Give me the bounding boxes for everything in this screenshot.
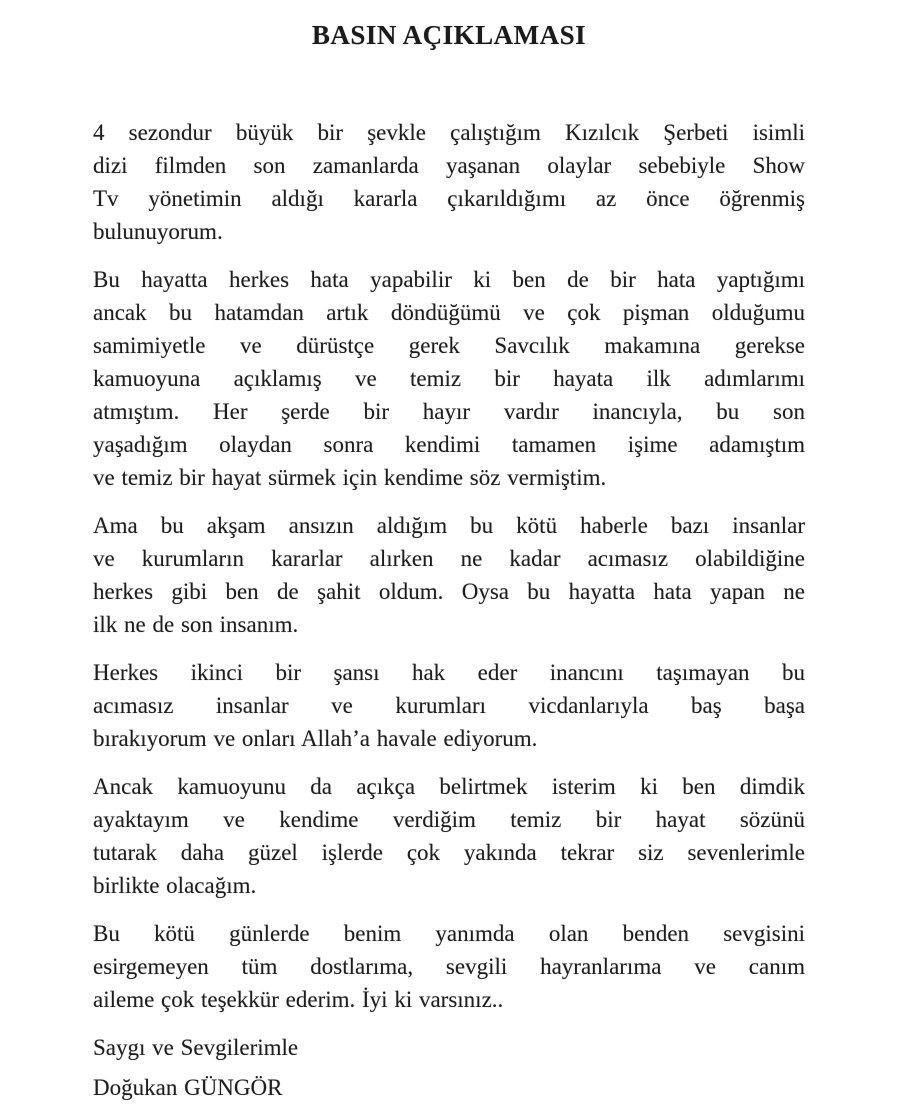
text-line: esirgemeyen tüm dostlarıma, sevgili hayranlarıma ve canım	[93, 954, 805, 979]
paragraph	[93, 917, 805, 1016]
text-line: acımasız insanlar ve kurumları vicdanlarıyla baş başa	[93, 693, 805, 718]
text-line: ayaktayım ve kendime verdiğim temiz bir hayat sözünü	[93, 807, 805, 832]
text-line: bırakıyorum ve onları Allah’a havale ediyorum.	[93, 726, 538, 751]
text-line: Herkes ikinci bir şansı hak eder inancını taşımayan bu	[93, 660, 805, 685]
text-line: samimiyetle ve dürüstçe gerek Savcılık makamına gerekse	[93, 333, 805, 358]
text-line: Ancak kamuoyunu da açıkça belirtmek isterim ki ben dimdik	[93, 774, 805, 799]
text-line: Saygı ve Sevgilerimle	[93, 1035, 299, 1060]
paragraph	[93, 656, 805, 755]
text-line: Bu hayatta herkes hata yapabilir ki ben de bir hata yaptığımı	[93, 267, 805, 292]
text-line: yaşadığım olaydan sonra kendimi tamamen işime adamıştım	[93, 432, 805, 457]
text-line: herkes gibi ben de şahit oldum. Oysa bu hayatta hata yapan ne	[93, 579, 805, 604]
text-line: atmıştım. Her şerde bir hayır vardır inancıyla, bu son	[93, 399, 805, 424]
text-line: Doğukan GÜNGÖR	[93, 1075, 283, 1100]
text-line: Bu kötü günlerde benim yanımda olan benden sevgisini	[93, 921, 805, 946]
text-line: aileme çok teşekkür ederim. İyi ki varsınız..	[93, 987, 504, 1012]
document-closing	[93, 1031, 805, 1104]
text-line: tutarak daha güzel işlerde çok yakında tekrar siz sevenlerimle	[93, 840, 805, 865]
text-line: Tv yönetimin aldığı kararla çıkarıldığımı az önce öğrenmiş	[93, 186, 805, 211]
text-line: ve kurumların kararlar alırken ne kadar acımasız olabildiğine	[93, 546, 805, 571]
paragraph	[93, 770, 805, 902]
paragraph	[93, 263, 805, 494]
text-line: ancak bu hatamdan artık döndüğümü ve çok pişman olduğumu	[93, 300, 805, 325]
text-line: kamuoyuna açıklamış ve temiz bir hayata ilk adımlarımı	[93, 366, 805, 391]
paragraph	[93, 509, 805, 641]
signature-name	[93, 1071, 805, 1104]
text-line: ilk ne de son insanım.	[93, 612, 299, 637]
document-body	[93, 116, 805, 1016]
closing-salutation	[93, 1031, 805, 1064]
text-line: ve temiz bir hayat sürmek için kendime söz vermiştim.	[93, 465, 607, 490]
text-line: Ama bu akşam ansızın aldığım bu kötü haberle bazı insanlar	[93, 513, 805, 538]
text-line: 4 sezondur büyük bir şevkle çalıştığım Kızılcık Şerbeti isimli	[93, 120, 805, 145]
document-title: BASIN AÇIKLAMASI	[311, 20, 587, 50]
text-line: birlikte olacağım.	[93, 873, 257, 898]
text-line: bulunuyorum.	[93, 219, 223, 244]
paragraph	[93, 116, 805, 248]
text-line: dizi filmden son zamanlarda yaşanan olaylar sebebiyle Show	[93, 153, 805, 178]
